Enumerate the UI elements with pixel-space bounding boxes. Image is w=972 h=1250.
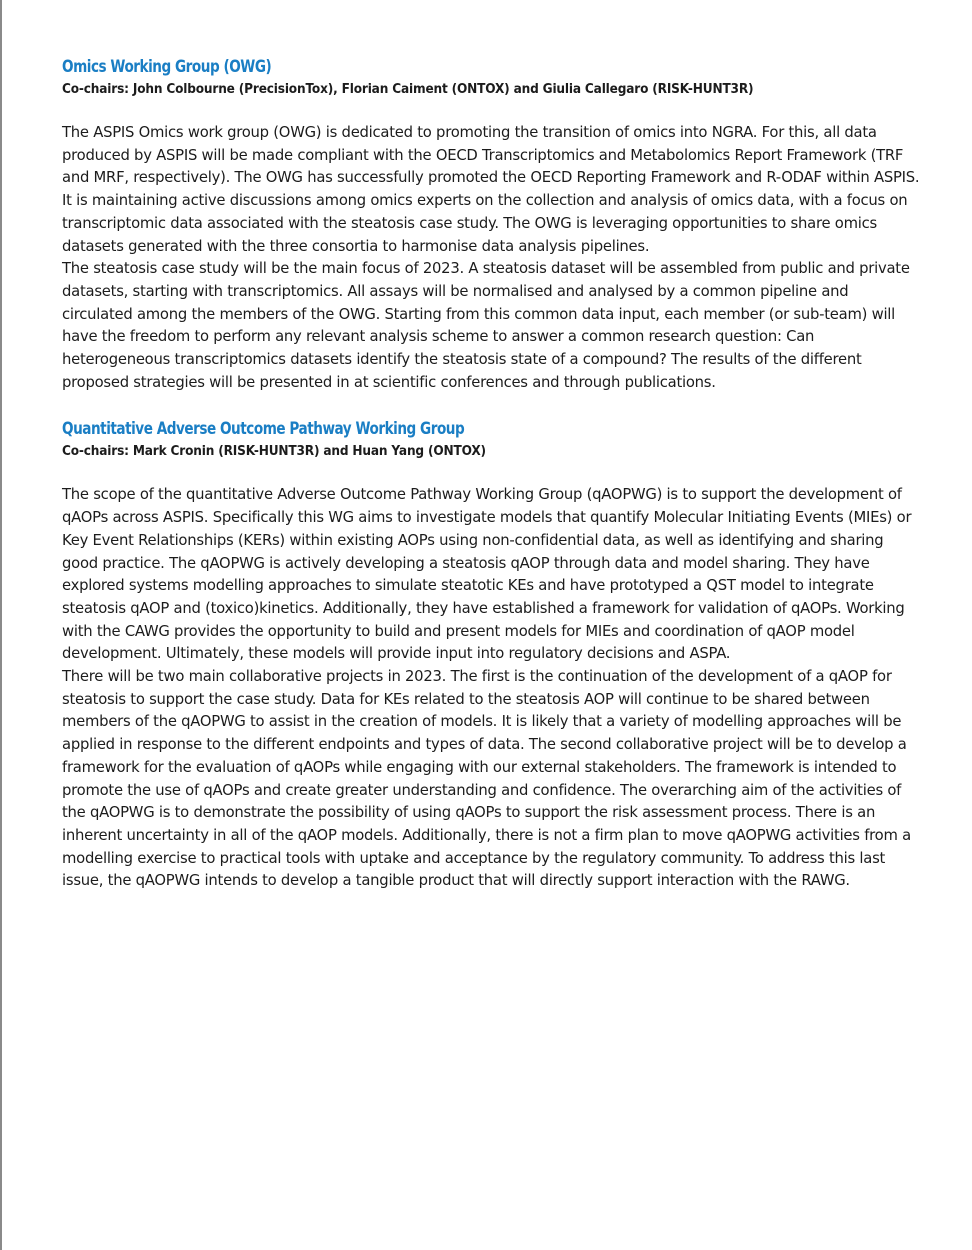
body-paragraph: The scope of the quantitative Adverse Outcome Pathway Working Group (qAOPWG) is to support the development of qAOPs across ASPIS. Specifically this WG aims to investigate models that quantify Molecular Initiating Events (MIEs) or Key Event Relationships (KERs) within existing AOPs using non-confidential data, as well as identifying and sharing good practice. The qAOPWG is actively developing a steatosis qAOP through data and model sharing. They have explored systems modelling approaches to simulate steatotic KEs and have prototyped a QST model to integrate steatosis qAOP and (toxico)kinetics. Additionally, they have established a framework for validation of qAOPs. Working with the CAWG provides the opportunity to build and present models for MIEs and coordination of qAOP model development. Ultimately, these models will provide input into regulatory decisions and ASPA.: [62, 486, 912, 663]
section-qaop-working-group: [62, 418, 922, 893]
section-spacer: [62, 394, 922, 418]
page-edge: [0, 0, 2, 1250]
section-omics-working-group: [62, 56, 922, 394]
section-heading: Omics Working Group (OWG): [62, 57, 272, 77]
body-paragraph: The steatosis case study will be the main focus of 2023. A steatosis dataset will be assembled from public and private datasets, starting with transcriptomics. All assays will be normalised and analysed by a common pipeline and circulated among the members of the OWG. Starting from this common data input, each member (or sub-team) will have the freedom to perform any relevant analysis scheme to answer a common research question: Can heterogeneous transcriptomics datasets identify the steatosis state of a compound? The results of the different proposed strategies will be presented in at scientific conferences and through publications.: [62, 260, 910, 391]
body-paragraph: There will be two main collaborative projects in 2023. The first is the continuation of the development of a qAOP for steatosis to support the case study. Data for KEs related to the steatosis AOP will continue to be shared between members of the qAOPWG to assist in the creation of models. It is likely that a variety of modelling approaches will be applied in response to the different endpoints and types of data. The second collaborative project will be to develop a framework for the evaluation of qAOPs while engaging with our external stakeholders. The framework is intended to promote the use of qAOPs and create greater understanding and confidence. The overarching aim of the activities of the qAOPWG is to demonstrate the possibility of using qAOPs to support the risk assessment process. There is an inherent uncertainty in all of the qAOP models. Additionally, there is not a firm plan to move qAOPWG activities from a modelling exercise to practical tools with uptake and acceptance by the regulatory community. To address this last issue, the qAOPWG intends to develop a tangible product that will directly support interaction with the RAWG.: [62, 668, 911, 890]
section-heading: Quantitative Adverse Outcome Pathway Working Group: [62, 419, 465, 440]
body-paragraph: The ASPIS Omics work group (OWG) is dedicated to promoting the transition of omics into NGRA. For this, all data produced by ASPIS will be made compliant with the OECD Transcriptomics and Metabolomics Report Framework (TRF and MRF, respectively). The OWG has successfully promoted the OECD Reporting Framework and R-ODAF within ASPIS. It is maintaining active discussions among omics experts on the collection and analysis of omics data, with a focus on transcriptomic data associated with the steatosis case study. The OWG is leveraging opportunities to share omics datasets generated with the three consortia to harmonise data analysis pipelines.: [62, 124, 920, 255]
document-body: [62, 56, 922, 893]
section-cochairs: Co-chairs: John Colbourne (PrecisionTox), Florian Caiment (ONTOX) and Giulia Callegaro (RISK-HUNT3R): [62, 81, 754, 97]
section-cochairs: Co-chairs: Mark Cronin (RISK-HUNT3R) and Huan Yang (ONTOX): [62, 443, 486, 460]
